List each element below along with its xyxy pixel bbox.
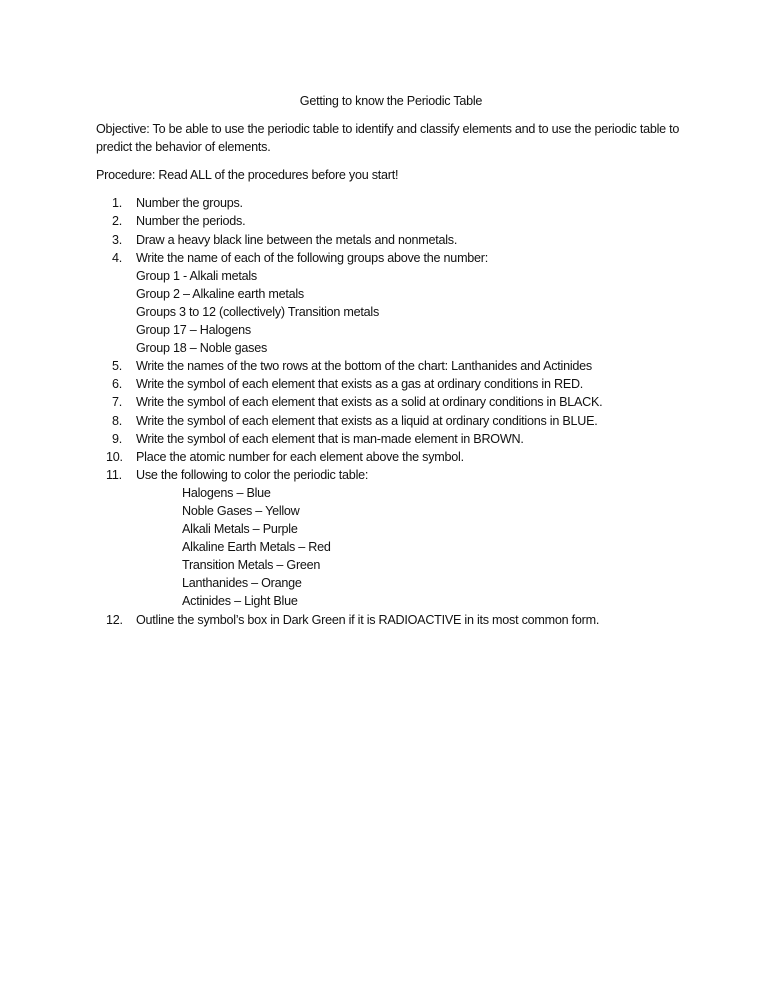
item-text: Outline the symbol’s box in Dark Green if it is RADIOACTIVE in its most common form. [136, 612, 600, 627]
item-number: 5. [112, 359, 123, 374]
item-text: Write the names of the two rows at the bottom of the chart: Lanthanides and Actinides [136, 359, 592, 374]
objective-paragraph: Objective: To be able to use the periodic table to identify and classify elements and to use the periodic table to predict the behavior of elements. [96, 122, 680, 155]
procedure-intro: Procedure: Read ALL of the procedures before you start! [96, 168, 399, 183]
list-item [96, 448, 686, 466]
sub-item: Lanthanides – Orange [182, 576, 302, 591]
sub-item: Alkaline Earth Metals – Red [182, 540, 331, 555]
sub-item: Noble Gases – Yellow [182, 503, 300, 518]
document-page [96, 92, 686, 629]
item-number: 6. [112, 377, 123, 392]
list-item [96, 375, 686, 393]
sub-item: Halogens – Blue [182, 485, 271, 500]
item-text: Place the atomic number for each element above the symbol. [136, 449, 464, 464]
sub-item: Group 18 – Noble gases [136, 341, 268, 356]
document-title: Getting to know the Periodic Table [299, 94, 483, 108]
item-number: 12. [106, 612, 123, 627]
item-number: 11. [106, 467, 122, 482]
sub-item: Group 1 - Alkali metals [136, 268, 257, 283]
item-text: Write the symbol of each element that exists as a solid at ordinary conditions in BLACK. [136, 395, 603, 410]
item-number: 3. [112, 232, 123, 247]
item-text: Number the groups. [136, 196, 243, 211]
list-item [96, 231, 686, 249]
item-text: Write the name of each of the following groups above the number: [136, 250, 489, 265]
item-number: 9. [112, 431, 123, 446]
item-text: Use the following to color the periodic table: [136, 467, 369, 482]
item-number: 8. [112, 413, 123, 428]
list-item [96, 194, 686, 212]
list-item [96, 357, 686, 375]
sub-item: Actinides – Light Blue [182, 594, 298, 609]
color-sublist [136, 484, 686, 611]
item-text: Number the periods. [136, 214, 246, 229]
item-text: Write the symbol of each element that exists as a gas at ordinary conditions in RED. [136, 377, 584, 392]
item-text: Draw a heavy black line between the metals and nonmetals. [136, 232, 458, 247]
list-item [96, 249, 686, 358]
sub-item: Group 17 – Halogens [136, 323, 251, 338]
list-item [96, 393, 686, 411]
item-number: 10. [106, 449, 123, 464]
group-sublist [136, 267, 686, 357]
item-number: 4. [112, 250, 123, 265]
item-text: Write the symbol of each element that exists as a liquid at ordinary conditions in BLUE. [136, 413, 598, 428]
item-number: 1. [112, 196, 123, 211]
item-number: 7. [112, 395, 123, 410]
procedure-list [96, 194, 686, 628]
list-item [96, 212, 686, 230]
sub-item: Group 2 – Alkaline earth metals [136, 286, 304, 301]
list-item [96, 412, 686, 430]
list-item [96, 466, 686, 611]
list-item [96, 611, 686, 629]
sub-item: Groups 3 to 12 (collectively) Transition metals [136, 304, 380, 319]
list-item [96, 430, 686, 448]
sub-item: Transition Metals – Green [182, 558, 321, 573]
sub-item: Alkali Metals – Purple [182, 522, 298, 537]
item-number: 2. [112, 214, 123, 229]
item-text: Write the symbol of each element that is man-made element in BROWN. [136, 431, 524, 446]
